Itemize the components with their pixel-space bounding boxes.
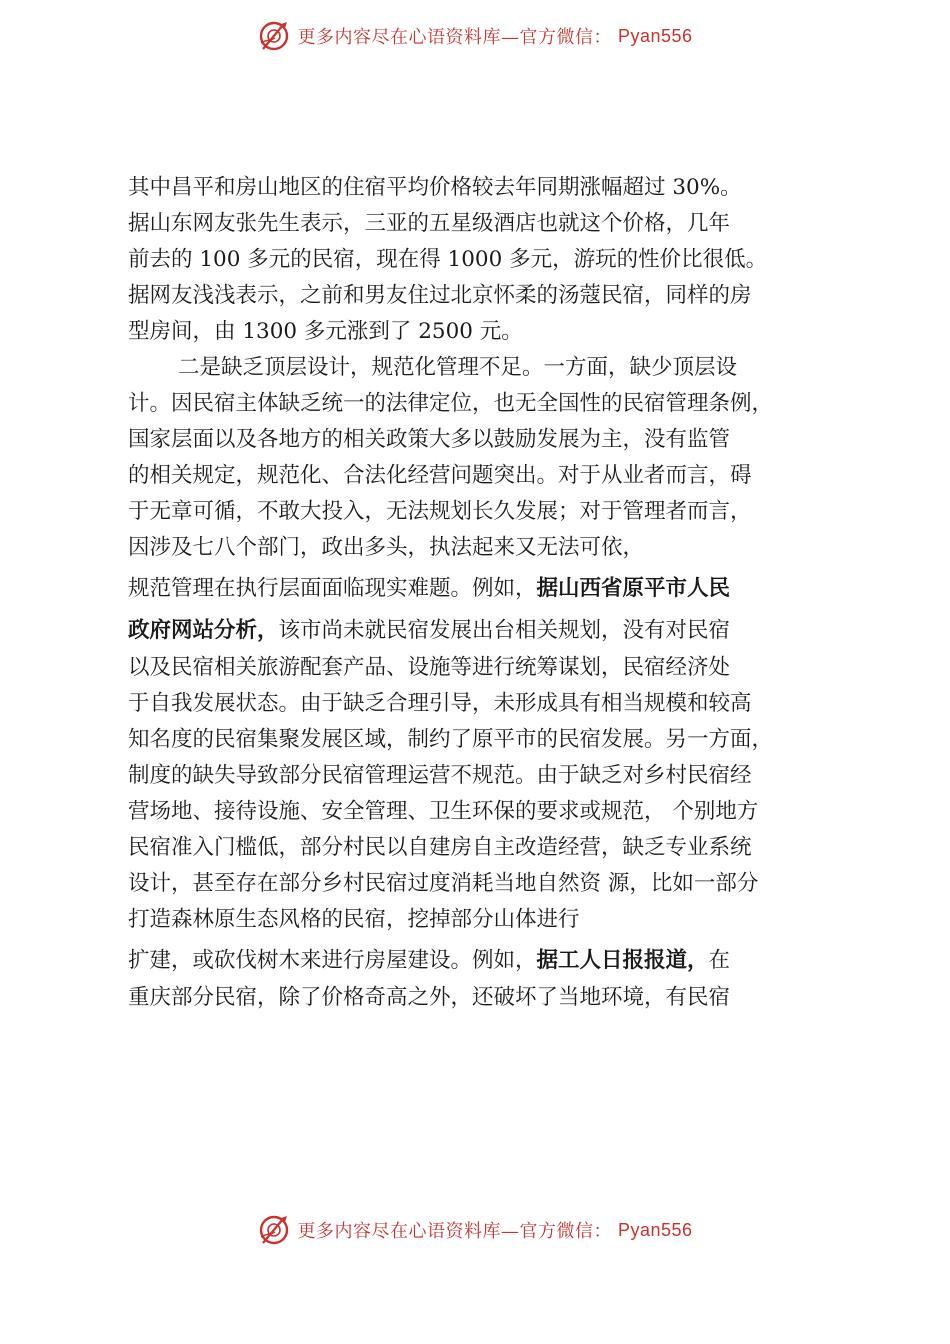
body-line-3: 前去的 100 多元的民宿，现在得 1000 多元，游玩的性价比很低。: [128, 247, 768, 272]
body-line-10: 于无章可循，不敢大投入，无法规划长久发展；对于管理者而言，: [128, 499, 752, 524]
body-line-20: 设计，甚至存在部分乡村民宿过度消耗当地自然资 源，比如一部分: [128, 871, 759, 896]
body-line-5: 型房间，由 1300 多元涨到了 2500 元。: [128, 319, 523, 344]
body-line-14: 以及民宿相关旅游配套产品、设施等进行统筹谋划，民宿经济处: [128, 655, 731, 680]
body-line-22: [128, 938, 868, 980]
body-line-12: [128, 566, 868, 608]
body-line-2: 据山东网友张先生表示，三亚的五星级酒店也就这个价格，几年: [128, 211, 731, 236]
footer-wechat-id: Pyan556: [617, 1219, 693, 1240]
body-line-9: 的相关规定，规范化、合法化经营问题突出。对于从业者而言，碍: [128, 463, 752, 488]
body-line-13: [128, 608, 868, 650]
body-line-19: 民宿准入门槛低，部分村民以自建房自主改造经营，缺乏专业系统: [128, 835, 752, 860]
header-wechat-id: Pyan556: [617, 25, 693, 46]
body-line-8: 国家层面以及各地方的相关政策大多以鼓励发展为主，没有监管: [128, 427, 731, 452]
body-line-11: 因涉及七八个部门，政出多头，执法起来又无法可依，: [128, 535, 645, 560]
body-line-17: 制度的缺失导致部分民宿管理运营不规范。由于缺乏对乡村民宿经: [128, 763, 752, 788]
body-line-13-bold: 政府网站分析，: [128, 618, 279, 643]
body-line-7: 计。因民宿主体缺乏统一的法律定位，也无全国性的民宿管理条例，: [128, 391, 774, 416]
footer-banner-text: 更多内容尽在心语资料库—官方微信：: [297, 1221, 612, 1242]
body-line-23: 重庆部分民宿，除了价格奇高之外，还破坏了当地环境，有民宿: [128, 985, 731, 1010]
body-line-12-text: 规范管理在执行层面面临现实难题。例如，: [128, 576, 537, 601]
body-line-22-bold: 据工人日报报道，: [536, 948, 709, 973]
body-line-12-bold: 据山西省原平市人民: [536, 576, 731, 601]
header-banner: [0, 16, 950, 56]
body-line-15: 于自我发展状态。由于缺乏合理引导，未形成具有相当规模和较高: [128, 691, 752, 716]
body-line-22-text: 扩建，或砍伐树木来进行房屋建设。例如，: [128, 948, 537, 973]
body-line-1: 其中昌平和房山地区的住宿平均价格较去年同期涨幅超过 30%。: [128, 175, 742, 200]
footer-banner: [0, 1210, 950, 1250]
body-line-4: 据网友浅浅表示，之前和男友住过北京怀柔的汤蔻民宿，同样的房: [128, 283, 752, 308]
document-body: [128, 170, 868, 1016]
body-line-22-tail: 在: [708, 948, 731, 973]
body-line-21: 打造森林原生态风格的民宿，挖掉部分山体进行: [128, 907, 580, 932]
body-line-18: 营场地、接待设施、安全管理、卫生环保的要求或规范， 个别地方: [128, 799, 759, 824]
header-banner-text: 更多内容尽在心语资料库—官方微信：: [297, 27, 612, 48]
brand-logo-icon: [257, 1213, 291, 1247]
brand-logo-icon: [257, 19, 291, 53]
body-line-13-text: 该市尚未就民宿发展出台相关规划，没有对民宿: [278, 618, 731, 643]
body-line-16: 知名度的民宿集聚发展区域，制约了原平市的民宿发展。另一方面，: [128, 727, 774, 752]
body-line-6: 二是缺乏顶层设计，规范化管理不足。一方面，缺少顶层设: [178, 355, 738, 380]
